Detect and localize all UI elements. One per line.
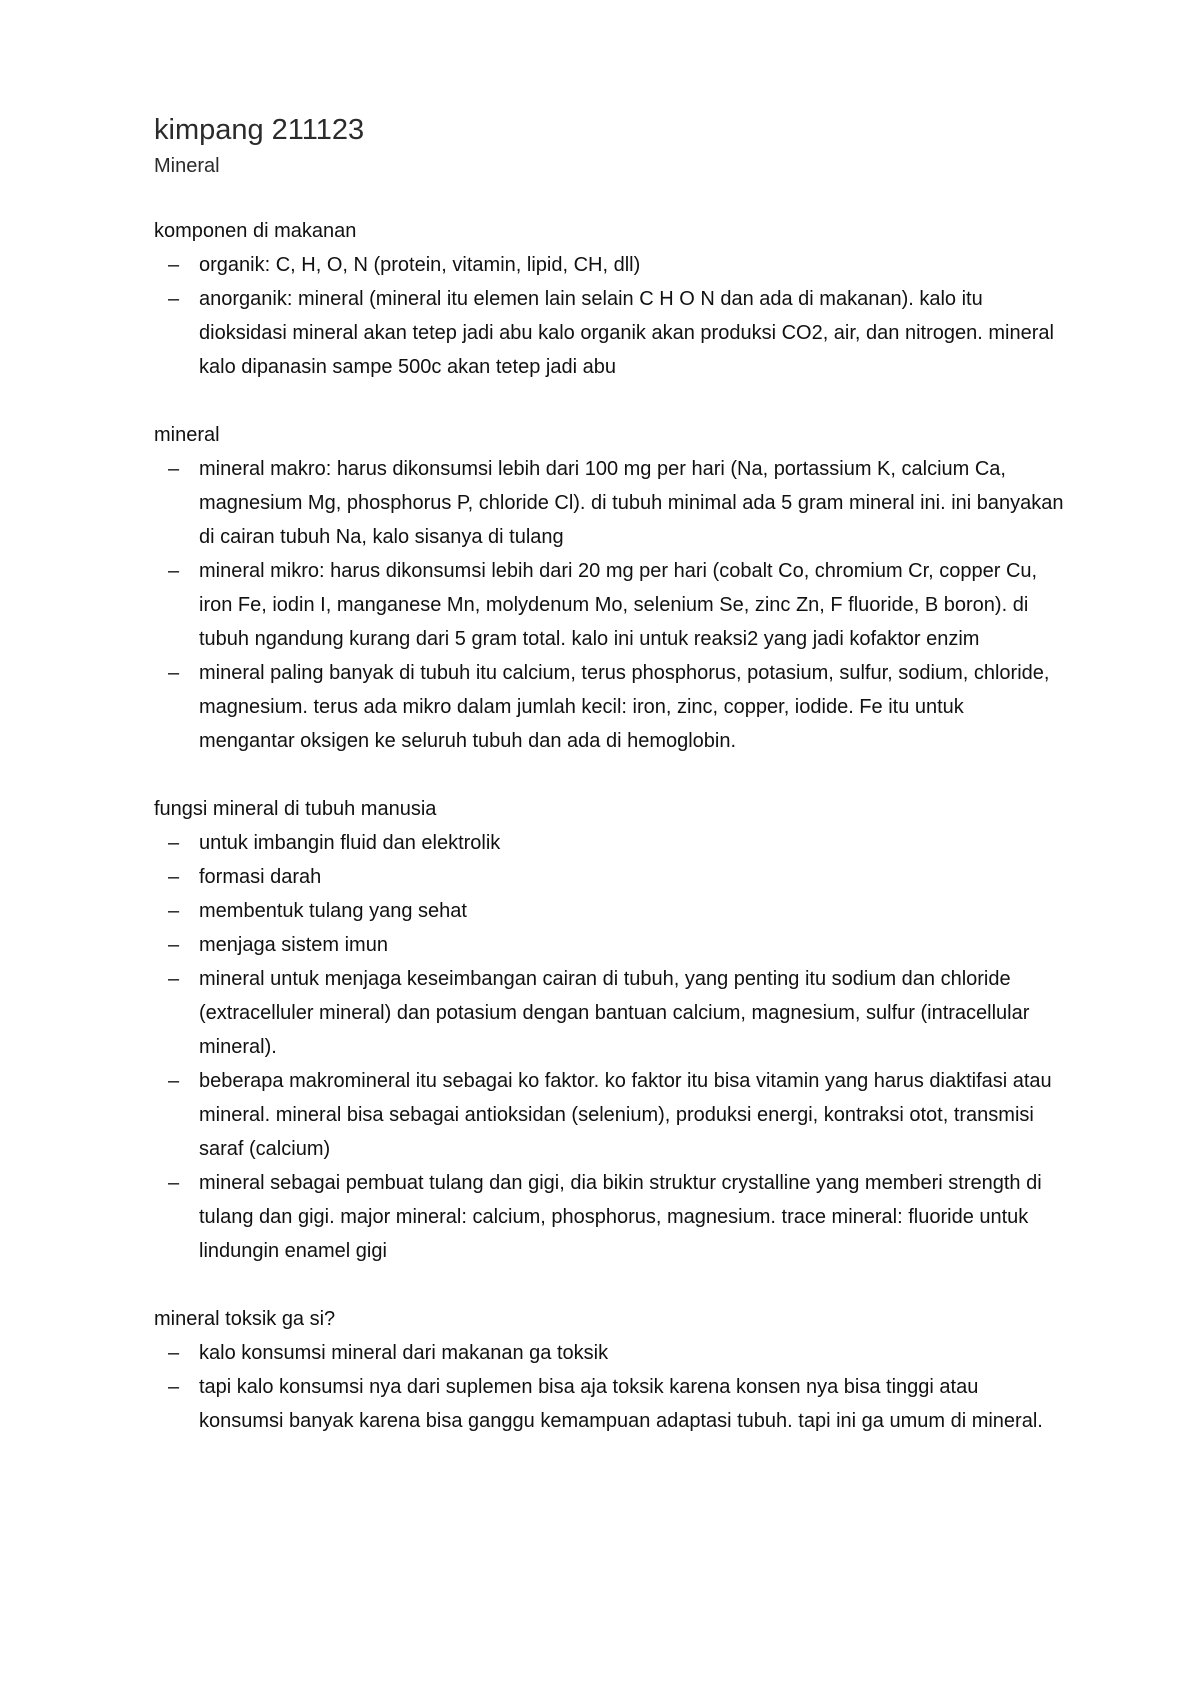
bullet-list: [154, 248, 1064, 384]
list-item: – formasi darah: [154, 860, 1064, 894]
list-item: – mineral untuk menjaga keseimbangan cairan di tubuh, yang penting itu sodium dan chloride (extracelluler mineral) dan potasium dengan bantuan calcium, magnesium, sulfur (intracellular mineral).: [154, 962, 1064, 1064]
section-heading: mineral: [154, 424, 220, 446]
section-mineral-toksik: [154, 1302, 1064, 1438]
document-subtitle: Mineral: [154, 155, 220, 177]
list-item: – membentuk tulang yang sehat: [154, 894, 1064, 928]
list-item: – mineral sebagai pembuat tulang dan gigi, dia bikin struktur crystalline yang memberi strength di tulang dan gigi. major mineral: calcium, phosphorus, magnesium. trace mineral: fluoride untuk lindungin enamel gigi: [154, 1166, 1064, 1268]
bullet-list: [154, 1336, 1064, 1438]
document-content: [154, 108, 1064, 1472]
section-komponen-di-makanan: [154, 214, 1064, 384]
list-item: – anorganik: mineral (mineral itu elemen lain selain C H O N dan ada di makanan). kalo itu dioksidasi mineral akan tetep jadi abu kalo organik akan produksi CO2, air, dan nitrogen. mineral kalo dipanasin sampe 500c akan tetep jadi abu: [154, 282, 1064, 384]
section-heading: komponen di makanan: [154, 220, 357, 242]
section-heading: fungsi mineral di tubuh manusia: [154, 798, 437, 820]
list-item: – organik: C, H, O, N (protein, vitamin, lipid, CH, dll): [154, 248, 1064, 282]
list-item: – menjaga sistem imun: [154, 928, 1064, 962]
list-item: – mineral makro: harus dikonsumsi lebih dari 100 mg per hari (Na, portassium K, calcium Ca, magnesium Mg, phosphorus P, chloride Cl). di tubuh minimal ada 5 gram mineral ini. ini banyakan di cairan tubuh Na, kalo sisanya di tulang: [154, 452, 1064, 554]
section-fungsi-mineral: [154, 792, 1064, 1268]
list-item: – mineral paling banyak di tubuh itu calcium, terus phosphorus, potasium, sulfur, sodium, chloride, magnesium. terus ada mikro dalam jumlah kecil: iron, zinc, copper, iodide. Fe itu untuk mengantar oksigen ke seluruh tubuh dan ada di hemoglobin.: [154, 656, 1064, 758]
list-item: – untuk imbangin fluid dan elektrolik: [154, 826, 1064, 860]
list-item: – mineral mikro: harus dikonsumsi lebih dari 20 mg per hari (cobalt Co, chromium Cr, copper Cu, iron Fe, iodin I, manganese Mn, molydenum Mo, selenium Se, zinc Zn, F fluoride, B boron). di tubuh ngandung kurang dari 5 gram total. kalo ini untuk reaksi2 yang jadi kofaktor enzim: [154, 554, 1064, 656]
bullet-list: [154, 452, 1064, 758]
list-item: – tapi kalo konsumsi nya dari suplemen bisa aja toksik karena konsen nya bisa tinggi atau konsumsi banyak karena bisa ganggu kemampuan adaptasi tubuh. tapi ini ga umum di mineral.: [154, 1370, 1064, 1438]
section-mineral: [154, 418, 1064, 758]
list-item: – kalo konsumsi mineral dari makanan ga toksik: [154, 1336, 1064, 1370]
list-item: – beberapa makromineral itu sebagai ko faktor. ko faktor itu bisa vitamin yang harus diaktifasi atau mineral. mineral bisa sebagai antioksidan (selenium), produksi energi, kontraksi otot, transmisi saraf (calcium): [154, 1064, 1064, 1166]
bullet-list: [154, 826, 1064, 1268]
document-title: kimpang 211123: [154, 114, 365, 146]
section-heading: mineral toksik ga si?: [154, 1308, 336, 1330]
